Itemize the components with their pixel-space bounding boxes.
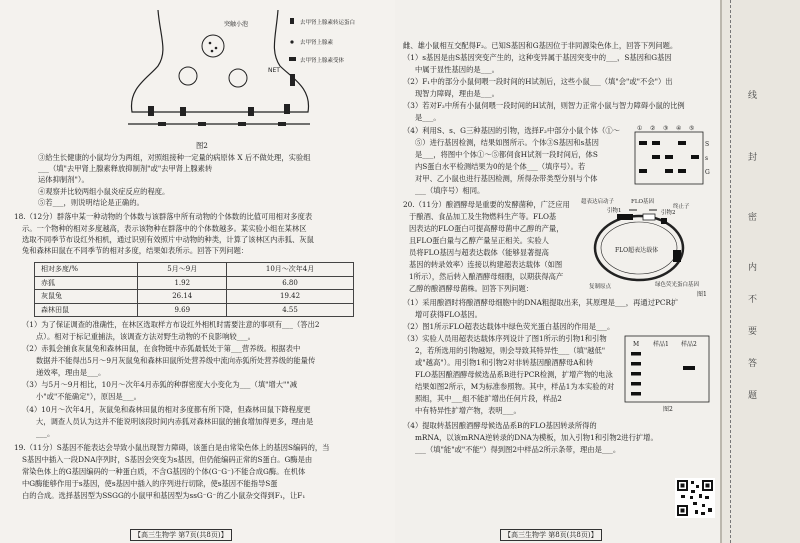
table-row bbox=[35, 276, 354, 290]
table-cell: 6.80 bbox=[227, 276, 354, 290]
q17-line: ④观察并比较两组小鼠炎症反应的程度。 bbox=[38, 187, 170, 196]
table-cell: 19.42 bbox=[227, 290, 354, 304]
figure-2-caption: 图2 bbox=[196, 141, 208, 150]
pcr-gel bbox=[623, 334, 713, 414]
q20-stem: 基因的转录效率）连接以构建超表达载体（如图 bbox=[409, 260, 563, 269]
q20-question: （2）图1所示FLO超表达载体中绿色荧光蛋白基因的作用是___。 bbox=[403, 322, 615, 331]
q19-question: （2）F₁中的部分小鼠伺喂一段时间的H试剂后，这些小鼠___（填"会"或"不会"）出 bbox=[403, 77, 673, 86]
page-footer: 【高三生物学 第7页(共8页)】 bbox=[130, 529, 232, 541]
q19-question: 是___。 bbox=[415, 113, 441, 122]
q20-stem: 于酿酒、食品加工及生物燃料生产等。FLO基 bbox=[409, 212, 557, 221]
gel-band bbox=[678, 169, 686, 173]
marker-band bbox=[631, 362, 641, 366]
origin-label: 复制原点 bbox=[589, 284, 612, 290]
table-cell: 赤狐 bbox=[35, 276, 138, 290]
q20-stem: 1所示），然后转入酿酒酵母细胞，以期获得高产 bbox=[409, 272, 564, 281]
promoter-label: 超表达启动子 bbox=[581, 199, 615, 205]
q19-continuation: 雌、雄小鼠相互交配得F₂。已知S基因和G基因位于非同源染色体上，回答下列问题。 bbox=[403, 41, 678, 50]
gel-lane-label: ③ bbox=[663, 125, 669, 132]
margin-char: 答 bbox=[748, 359, 758, 369]
q20-question: mRNA，以该mRNA逆转录的DNA为模板，加入引物1和引物2进行扩增。 bbox=[415, 433, 658, 442]
q18-stem: 18.（12分）群落中某一种动物的个体数与该群落中所有动物的个体数的比值可用相对多度表 bbox=[14, 212, 313, 221]
page-7 bbox=[0, 0, 395, 543]
page-footer: 【高三生物学 第8页(共8页)】 bbox=[500, 529, 602, 541]
primer1-label: 引物1 bbox=[607, 208, 622, 214]
q20-question: 结果如图2所示，M为标准参照物。其中，样品1为本实验的对 bbox=[415, 382, 615, 391]
margin-char: 不 bbox=[748, 295, 758, 305]
q18-question: 递效率，理由是___。 bbox=[36, 368, 106, 377]
q19-question: 是___，将图中个体①～⑤都伺食H试剂一段时间后，体S bbox=[415, 150, 598, 159]
table-cell: 灰鼠兔 bbox=[35, 290, 138, 304]
q19-question: 内S蛋白水平检测结果为0的是个体___（填序号）。若 bbox=[415, 162, 586, 171]
binding-margin bbox=[720, 0, 800, 543]
gel-band bbox=[639, 169, 647, 173]
q19-stem: 白的合成。选择基因型为SSGG的小鼠甲和基因型为ssG⁻G⁻的乙小鼠杂交得到F₁，让F₁ bbox=[22, 491, 306, 500]
q19-question: （4）利用S、s、G三种基因的引物，选择F₂中部分小鼠个体（①～ bbox=[403, 126, 620, 135]
gel-band bbox=[691, 155, 699, 159]
q20-question: ___（填"能"或"不能"）得到图2中样品2所示条带，理由是___。 bbox=[415, 445, 621, 454]
legend-transporter: 去甲肾上腺素转运蛋白 bbox=[300, 20, 356, 26]
gel-band bbox=[665, 169, 673, 173]
gel-band bbox=[652, 141, 660, 145]
q20-stem: 20.（11分）酿酒酵母是重要的发酵菌种，广泛应用 bbox=[403, 200, 570, 209]
q18-question: 小"或"不能确定"），原因是___。 bbox=[36, 392, 141, 401]
q19-question: （3）若对F₂中所有小鼠伺喂一段时间的H试剂，则智力正常小鼠与智力障碍小鼠的比例 bbox=[403, 101, 685, 110]
margin-char: 密 bbox=[748, 213, 758, 223]
gel-row-label: s bbox=[705, 155, 709, 162]
q20-question: 增可获得FLO基因。 bbox=[415, 310, 482, 319]
gel-lane-label: ② bbox=[650, 125, 656, 132]
q18-question: 数据并不能得出5月～9月灰鼠兔和森林田鼠所处营养级中流向赤狐所处营养级的能量传 bbox=[36, 356, 316, 365]
gel-row-label: S bbox=[705, 141, 710, 148]
table-cell: 森林田鼠 bbox=[35, 303, 138, 317]
q17-line: ___（填"去甲肾上腺素释放抑制剂"或"去甲肾上腺素转 bbox=[38, 164, 213, 173]
q20-stem: 员将FLO基因与超表达载体（能够显著提高 bbox=[409, 248, 549, 257]
q19-question: 对甲、乙小鼠也进行基因检测，所得杂带类型分别与个体 bbox=[415, 174, 598, 183]
table-cell: 9.69 bbox=[138, 303, 227, 317]
legend-receptor-icon bbox=[289, 57, 296, 61]
gel-lane-label: ① bbox=[637, 125, 643, 132]
q18-stem: 兔和森林田鼠在不同季节的相对多度，结果如表所示。回答下列问题： bbox=[22, 246, 249, 255]
qr-code bbox=[675, 478, 715, 518]
q18-stem: 示。一个物种的相对多度越高，表示该物种在群落中的个体数越多。某实验小组在某林区 bbox=[22, 224, 307, 233]
q20-question: （4）提取转基因酿酒酵母候选品系B的FLO基因转录所得的 bbox=[403, 421, 597, 430]
q18-question: ___。 bbox=[36, 429, 55, 438]
gfp-label: 绿色荧光蛋白基因 bbox=[655, 282, 700, 288]
table-header: 5月～9月 bbox=[138, 263, 227, 277]
q18-question: （1）为了保证调查的准确性，在林区选取样方布设红外相机时需要注意的事项有___（答出2 bbox=[22, 320, 320, 329]
synapse-diagram bbox=[118, 6, 368, 146]
relative-abundance-table bbox=[34, 262, 354, 317]
gel-lane-label: ⑤ bbox=[689, 125, 695, 132]
net-label: NET bbox=[268, 67, 280, 74]
q20-stem: 因表达的FLO蛋白可提高酵母菌中乙醇的产量， bbox=[409, 224, 564, 233]
table-header: 相对多度/% bbox=[35, 263, 138, 277]
page-8 bbox=[395, 0, 720, 543]
q19-question: ___（填序号）相同。 bbox=[415, 186, 485, 195]
figure-1-caption: 图1 bbox=[697, 291, 707, 298]
sample2-band bbox=[683, 366, 695, 370]
q20-question: （1）采用酿酒时将酿酒酵母细胞中的DNA粗提取出来，其原理是___，再通过PCR扩 bbox=[403, 298, 679, 307]
gel-band bbox=[665, 155, 673, 159]
flo-gene-label: FLO基因 bbox=[631, 199, 654, 205]
table-cell: 4.55 bbox=[227, 303, 354, 317]
q18-question: 点）。相对于标记重捕法，该调查方法对野生动物的不良影响较___。 bbox=[36, 332, 255, 341]
q19-stem: 中G酶能够作用于s基因，使s基因中插入的序列进行切除，使s基因不能指导S蛋 bbox=[22, 479, 278, 488]
gel-band bbox=[678, 141, 686, 145]
q17-line: 运体抑制剂"）。 bbox=[38, 175, 89, 184]
table-row bbox=[35, 303, 354, 317]
primer2-label: 引物2 bbox=[661, 210, 676, 216]
q18-question: 大，调查人员认为这并不能说明该段时间内赤狐对森林田鼠的捕食增加得更多，理由是 bbox=[36, 417, 314, 426]
q20-question: FLO基因酿酒酵母候选品系B进行PCR检测，扩增产物的电泳 bbox=[415, 370, 613, 379]
vector-label: FLO超表达载体 bbox=[615, 247, 659, 254]
marker-band bbox=[631, 392, 641, 396]
gel-row-label: G bbox=[705, 169, 710, 176]
gel-band bbox=[652, 155, 660, 159]
margin-char: 封 bbox=[748, 153, 758, 163]
legend-ne: 去甲肾上腺素 bbox=[300, 40, 334, 46]
gel2-lane-label: 样品2 bbox=[681, 341, 697, 348]
table-cell: 26.14 bbox=[138, 290, 227, 304]
marker-band bbox=[631, 382, 641, 386]
margin-char: 要 bbox=[748, 327, 758, 337]
q19-question: ⑤）进行基因检测，结果如图所示。个体③S基因和s基因 bbox=[415, 138, 599, 147]
margin-char: 线 bbox=[748, 91, 758, 101]
q18-stem: 选取不同季节布设红外相机，通过识别有效照片中动物的种类，计算了该林区内赤狐、灰鼠 bbox=[22, 235, 314, 244]
q19-question: 中属于显性基因的是___。 bbox=[415, 65, 499, 74]
margin-char: 内 bbox=[748, 263, 758, 273]
q18-question: （2）赤狐会捕食灰鼠兔和森林田鼠，在食物链中赤狐最低处于第___营养级。根据表中 bbox=[22, 344, 301, 353]
q19-question: 现智力障碍，理由是___。 bbox=[415, 89, 499, 98]
table-header: 10月～次年4月 bbox=[227, 263, 354, 277]
q18-question: （3）与5月～9月相比，10月～次年4月赤狐的种群密度大小变化为___（填"增大""减 bbox=[22, 380, 298, 389]
gene-detection-gel bbox=[631, 122, 711, 190]
q18-question: （4）10月～次年4月，灰鼠兔和森林田鼠的相对多度都有所下降，但森林田鼠下降程度更 bbox=[22, 405, 311, 414]
q19-stem: 常染色体上的G基因编码的一种蛋白质，不含G基因的个体(G⁻G⁻)不能合成G酶。在机体 bbox=[22, 467, 306, 476]
legend-receptor: 去甲肾上腺素受体 bbox=[300, 58, 345, 64]
cut-line bbox=[730, 0, 731, 543]
gel2-lane-label: 样品1 bbox=[653, 341, 669, 348]
table-row bbox=[35, 290, 354, 304]
q20-stem: 且FLO蛋白量与乙醇产量呈正相关。实验人 bbox=[409, 236, 549, 245]
q19-stem: S基因中插入一段DNA序列时，S基因会突变为s基因，但仍能编码正常的S蛋白。G酶是由 bbox=[22, 455, 313, 464]
legend-transporter-icon bbox=[290, 18, 294, 24]
synaptic-vesicle bbox=[202, 35, 224, 57]
q17-line: ⑤若___，则说明结论是正确的。 bbox=[38, 198, 144, 207]
gel-lane-label: ④ bbox=[676, 125, 682, 132]
gel2-lane-label: M bbox=[633, 341, 640, 348]
legend-ne-icon bbox=[290, 40, 293, 43]
q19-stem: 19.（11分）S基因不能表达会导致小鼠出现智力障碍，该蛋白是由常染色体上的基因S编码的，当 bbox=[14, 443, 330, 452]
terminator-label: 终止子 bbox=[673, 204, 690, 210]
marker-band bbox=[631, 352, 641, 356]
q20-question: 2，若所选用的引物越短，则会导致其特异性___（填"越低" bbox=[415, 346, 606, 355]
q20-question: 中有特异性扩增产物，表明___。 bbox=[415, 406, 521, 415]
plasmid-diagram bbox=[581, 196, 717, 298]
margin-char: 题 bbox=[748, 391, 758, 401]
table-header-row bbox=[35, 263, 354, 277]
gel-band bbox=[639, 141, 647, 145]
q20-stem: 乙醇的酿酒酵母菌株。回答下列问题： bbox=[409, 284, 534, 293]
q20-question: （3）实验人员用超表达载体序列设计了图1所示的引物1和引物 bbox=[403, 334, 607, 343]
q17-line: ③給生长健康的小鼠均分为两组，对照组接种一定量的病原体 X 后不做处理，实验组 bbox=[38, 153, 311, 162]
marker-band bbox=[631, 372, 641, 376]
table-cell: 1.92 bbox=[138, 276, 227, 290]
figure-2-right-caption: 图2 bbox=[663, 406, 673, 413]
q20-question: 照组，其中___组不能扩增出任何片段，样品2 bbox=[415, 394, 562, 403]
vesicle-label: 突触小泡 bbox=[224, 21, 249, 28]
q20-question: 或"越高"）。用引物1和引物2对非转基因酿酒酵母A和转 bbox=[415, 358, 594, 367]
q19-question: （1）s基因是由S基因突变产生的，这种变异属于基因突变中的___，S基因和G基因 bbox=[403, 53, 672, 62]
